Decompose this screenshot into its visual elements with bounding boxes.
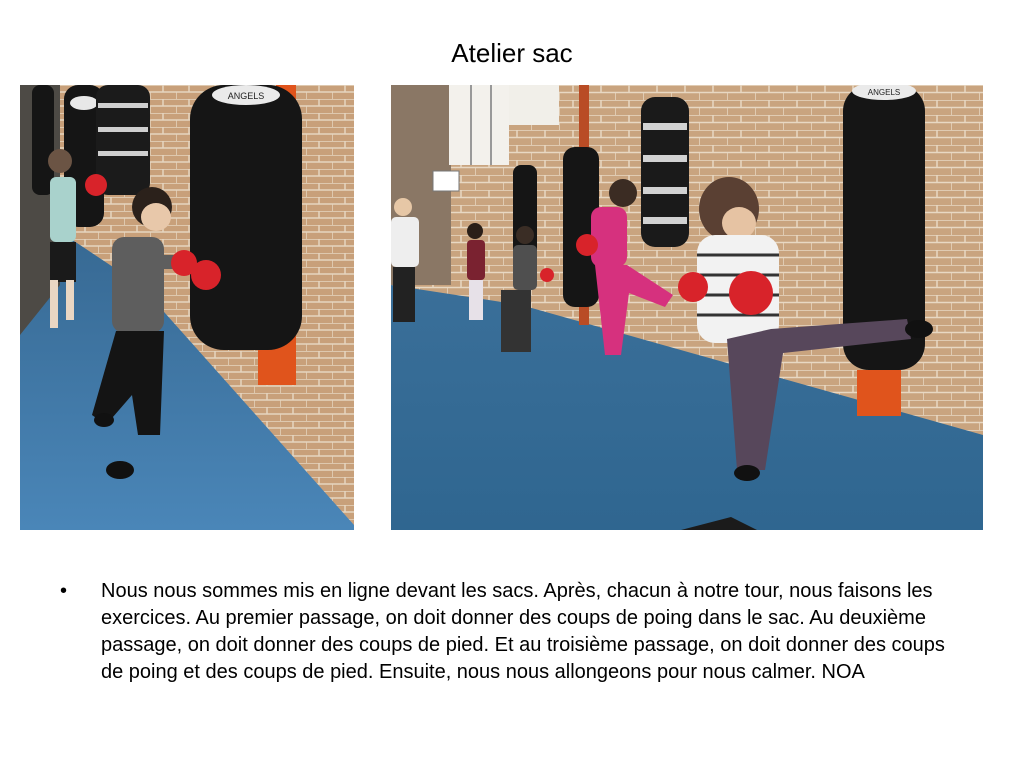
photo-right-illustration — [391, 85, 983, 530]
photo-punching-bag-boys — [20, 85, 354, 530]
slide-title: Atelier sac — [451, 38, 573, 68]
bullet-text: Nous nous sommes mis en ligne devant les sacs. Après, chacun à notre tour, nous faisons les exercices. Au premier passage, on doit donner des coups de poing dans le sac. Au deuxième passage, on doit donner des coups de pied. Et au troisième passage, on doit donner des coups de poing et des coups de pied. Ensuite, nous nous allongeons pour nous calmer. NOA — [101, 580, 945, 683]
photo-left-illustration — [20, 85, 354, 530]
bag-label: ANGELS — [227, 91, 265, 101]
bullet-icon: • — [60, 580, 68, 602]
bag-label: ANGELS — [867, 88, 901, 97]
bullet-list — [60, 578, 960, 686]
bag-logo-icon — [70, 96, 98, 110]
photo-kicking-bag-girls — [391, 85, 983, 530]
list-item — [60, 578, 960, 686]
